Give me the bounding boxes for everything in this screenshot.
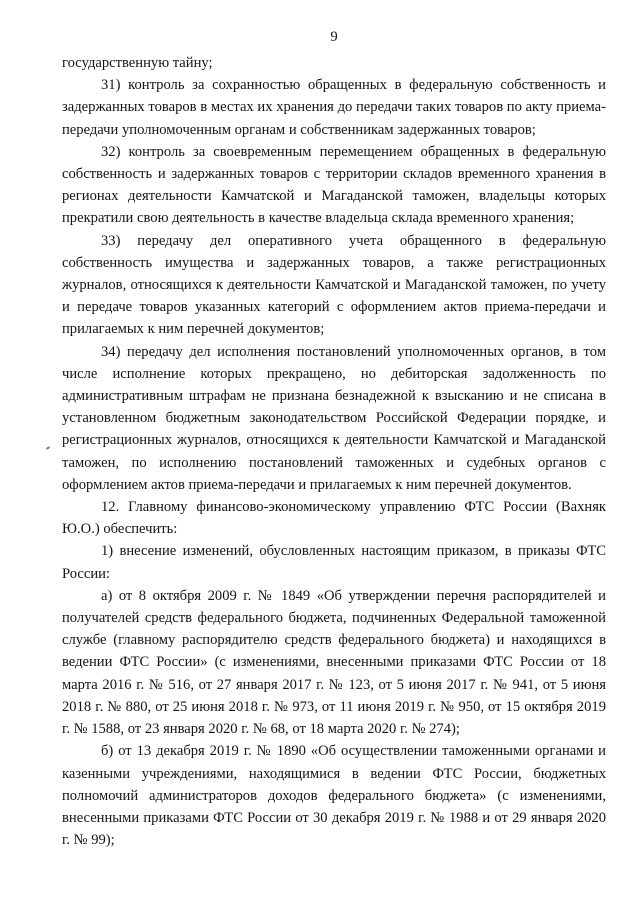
paragraph-section-12: 12. Главному финансово-экономическому управлению ФТС России (Вахняк Ю.О.) обеспечить: [62, 499, 606, 538]
paragraph-item-33: 33) передачу дел оперативного учета обращенного в федеральную собственность имущества и задержанных товаров, а также регистрационных журналов, относящихся к деятельности Камчатской и Магаданской таможен, по учету и передаче товаров указанных категорий с оформлением актов приема-передачи и прилагаемых к ним перечней документов; [62, 232, 606, 338]
paragraph-subitem-b: б) от 13 декабря 2019 г. № 1890 «Об осуществлении таможенными органами и казенными учреждениями, находящимися в ведении ФТС России, бюджетных полномочий администраторов доходов федерального бюджета» (с изменениями, внесенными приказами ФТС России от 30 декабря 2019 г. № 1988 и от 29 января 2020 г. № 99); [62, 743, 606, 849]
paragraph-item-31: 31) контроль за сохранностью обращенных в федеральную собственность и задержанных товаров в местах их хранения до передачи таких товаров по акту приема-передачи уполномоченным органам и собственникам задержанных товаров; [62, 77, 606, 138]
paragraph-subitem-1: 1) внесение изменений, обусловленных настоящим приказом, в приказы ФТС России: [62, 543, 606, 582]
paragraph-item-32: 32) контроль за своевременным перемещением обращенных в федеральную собственность и задержанных товаров с территории складов временного хранения в регионах деятельности Камчатской и Магаданской таможен, владельцы которых прекратили свою деятельность в качестве владельца склада временного хранения; [62, 143, 606, 227]
page-number: 9 [330, 29, 338, 45]
paragraph-item-34: 34) передачу дел исполнения постановлений уполномоченных органов, в том числе исполнение которых прекращено, но дебиторская задолженность по административным штрафам не признана безнадежной к взысканию и не списана в установленном бюджетным законодательством Российской Федерации порядке, и регистрационных журналов, относящихся к деятельности Камчатской и Магаданской таможен, по исполнению постановлений таможенных и судебных органов с оформлением актов приема-передачи и прилагаемых к ним перечней документов. [62, 343, 606, 493]
paragraph-subitem-a: а) от 8 октября 2009 г. № 1849 «Об утверждении перечня распорядителей и получателей средств федерального бюджета, подчиненных Федеральной таможенной службе (главному распорядителю средств федерального бюджета) и находящихся в ведении ФТС России» (с изменениями, внесенными приказами ФТС России от 18 марта 2016 г. № 516, от 27 января 2017 г. № 123, от 5 июня 2017 г. № 941, от 5 июня 2018 г. № 880, от 25 июня 2018 г. № 973, от 11 июня 2019 г. № 950, от 15 октября 2019 г. № 1588, от 23 января 2020 г. № 68, от 18 марта 2020 г. № 274); [62, 587, 606, 738]
paragraph-continuation: государственную тайну; [62, 55, 213, 71]
